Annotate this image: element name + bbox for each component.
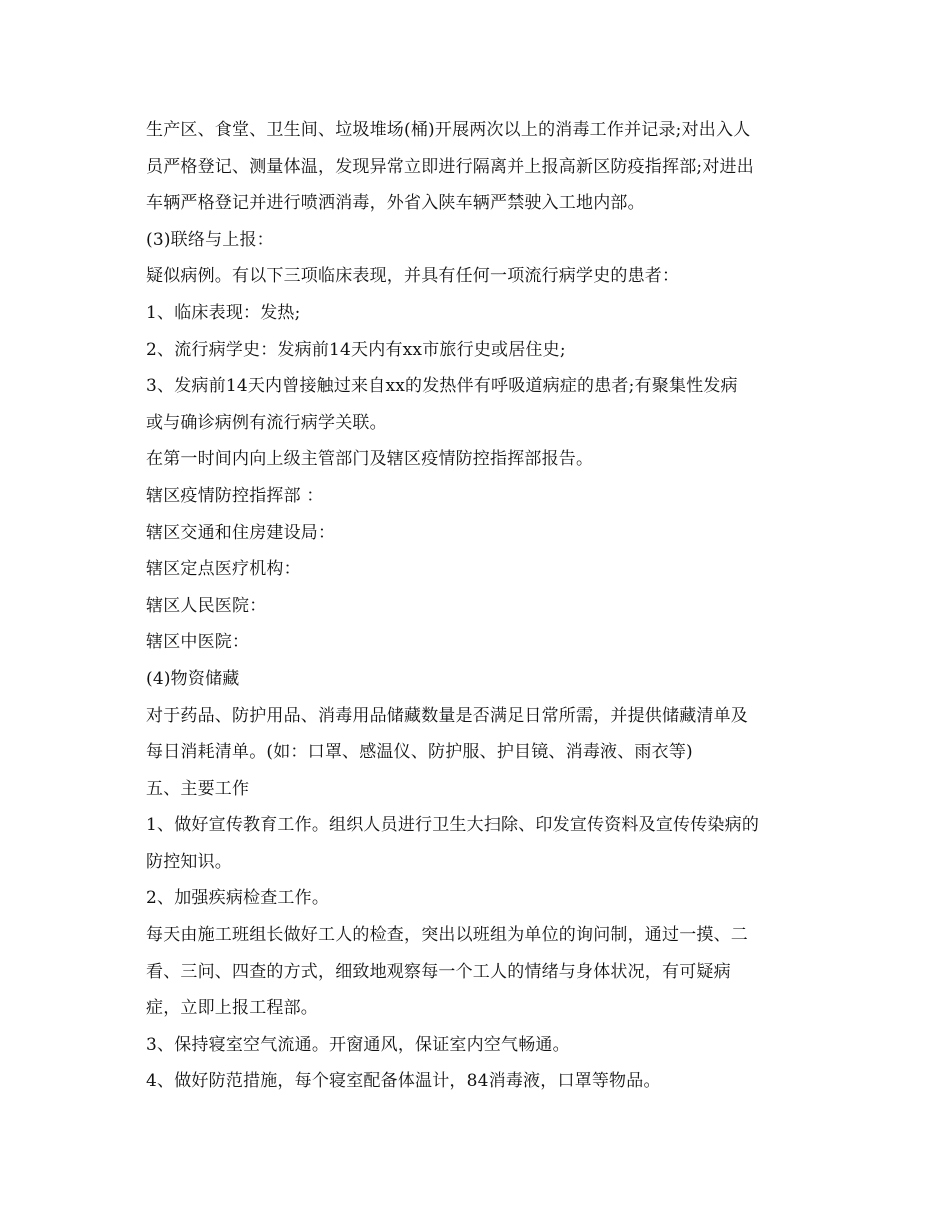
work-item-2: 2、加强疾病检查工作。 — [146, 888, 330, 909]
contact-designated-medical: 辖区定点医疗机构： — [146, 559, 301, 580]
document-body — [146, 115, 816, 1103]
contact-tcm-hospital: 辖区中医院： — [146, 632, 250, 653]
work-item-2-detail-3: 症，立即上报工程部。 — [146, 998, 318, 1019]
work-item-3: 3、保持寝室空气流通。开窗通风，保证室内空气畅通。 — [146, 1034, 570, 1055]
work-item-1: 1、做好宣传教育工作。组织人员进行卫生大扫除、印发宣传资料及宣传传染病的 — [146, 815, 760, 836]
section-heading-contact-report: (3)联络与上报： — [146, 229, 274, 250]
supplies-text-2: 每日消耗清单。(如：口罩、感温仪、防护服、护目镜、消毒液、雨衣等) — [146, 742, 693, 763]
contact-command-center: 辖区疫情防控指挥部 ： — [146, 485, 324, 506]
supplies-text-1: 对于药品、防护用品、消毒用品储藏数量是否满足日常所需，并提供储藏清单及 — [146, 705, 748, 726]
suspected-case-definition: 疑似病例。有以下三项临床表现，并具有任何一项流行病学史的患者： — [146, 266, 680, 287]
report-instruction: 在第一时间内向上级主管部门及辖区疫情防控指挥部报告。 — [146, 449, 594, 470]
criteria-item-2: 2、流行病学史：发病前14天内有xx市旅行史或居住史; — [146, 339, 566, 360]
criteria-item-1: 1、临床表现：发热; — [146, 302, 301, 323]
body-line-3: 车辆严格登记并进行喷洒消毒，外省入陕车辆严禁驶入工地内部。 — [146, 193, 645, 214]
work-item-1-cont: 防控知识。 — [146, 851, 232, 872]
criteria-item-3: 3、发病前14天内曾接触过来自xx的发热伴有呼吸道病症的患者;有聚集性发病 — [146, 376, 738, 397]
work-item-2-detail-2: 看、三问、四查的方式，细致地观察每一个工人的情绪与身体状况，有可疑病 — [146, 961, 731, 982]
body-line-1: 生产区、食堂、卫生间、垃圾堆场(桶)开展两次以上的消毒工作并记录;对出入人 — [146, 120, 751, 140]
work-item-2-detail-1: 每天由施工班组长做好工人的检查，突出以班组为单位的询问制，通过一摸、二 — [146, 925, 748, 946]
criteria-item-3-cont: 或与确诊病例有流行病学关联。 — [146, 412, 387, 433]
contact-transport-bureau: 辖区交通和住房建设局： — [146, 522, 336, 543]
section-heading-main-work: 五、主要工作 — [146, 778, 250, 799]
section-heading-supplies: (4)物资储藏 — [146, 668, 240, 689]
body-line-2: 员严格登记、测量体温，发现异常立即进行隔离并上报高新区防疫指挥部;对进出 — [146, 156, 754, 177]
contact-peoples-hospital: 辖区人民医院： — [146, 595, 267, 616]
work-item-4: 4、做好防范措施，每个寝室配备体温计，84消毒液，口罩等物品。 — [146, 1071, 661, 1092]
